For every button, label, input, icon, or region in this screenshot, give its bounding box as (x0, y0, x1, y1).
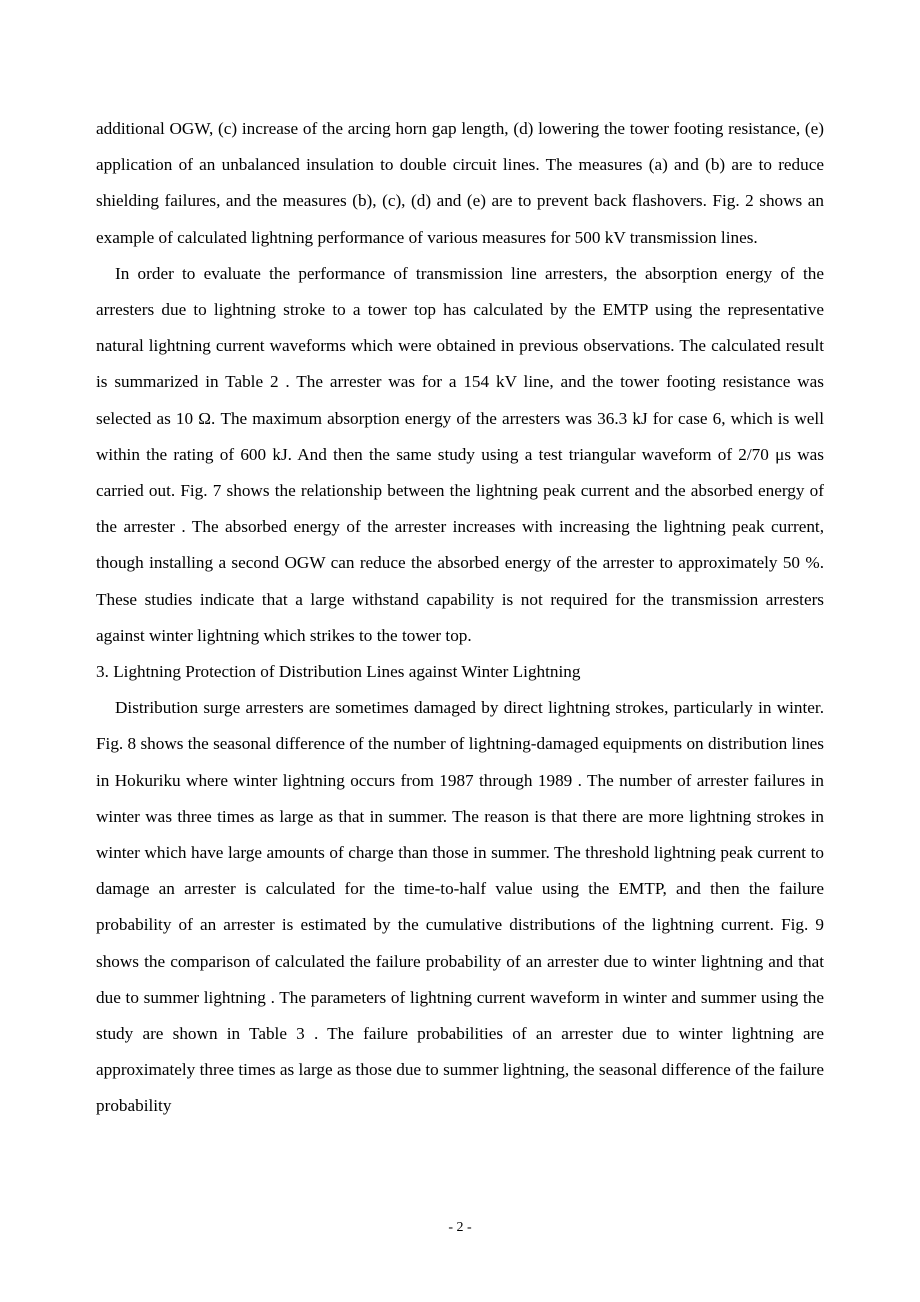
body-text (96, 111, 824, 1125)
paragraph-continuation: additional OGW, (c) increase of the arcing horn gap length, (d) lowering the tower footing resistance, (e) application of an unbalanced insulation to double circuit lines. The measures (a) and (b) are to reduce shielding failures, and the measures (b), (c), (d) and (e) are to prevent back flashovers. Fig. 2 shows an example of calculated lightning performance of various measures for 500 kV transmission lines. (96, 119, 824, 247)
page-number: - 2 - (448, 1220, 472, 1235)
paragraph-distribution-arresters: Distribution surge arresters are sometimes damaged by direct lightning strokes, particularly in winter. Fig. 8 shows the seasonal difference of the number of lightning-damaged equipments on distribution lines in Hokuriku where winter lightning occurs from 1987 through 1989 . The number of arrester failures in winter was three times as large as that in summer. The reason is that there are more lightning strokes in winter which have large amounts of charge than those in summer. The threshold lightning peak current to damage an arrester is calculated for the time-to-half value using the EMTP, and then the failure probability of an arrester is estimated by the cumulative distributions of the lightning current. Fig. 9 shows the comparison of calculated the failure probability of an arrester due to winter lightning and that due to summer lightning . The parameters of lightning current waveform in winter and summer using the study are shown in Table 3 . The failure probabilities of an arrester due to winter lightning are approximately three times as large as those due to summer lightning, the seasonal difference of the failure probability (96, 698, 824, 1116)
paragraph-arrester-energy: In order to evaluate the performance of transmission line arresters, the absorption energy of the arresters due to lightning stroke to a tower top has calculated by the EMTP using the representative natural lightning current waveforms which were obtained in previous observations. The calculated result is summarized in Table 2 . The arrester was for a 154 kV line, and the tower footing resistance was selected as 10 Ω. The maximum absorption energy of the arresters was 36.3 kJ for case 6, which is well within the rating of 600 kJ. And then the same study using a test triangular waveform of 2/70 μs was carried out. Fig. 7 shows the relationship between the lightning peak current and the absorbed energy of the arrester . The absorbed energy of the arrester increases with increasing the lightning peak current, though installing a second OGW can reduce the absorbed energy of the arrester to approximately 50 %. These studies indicate that a large withstand capability is not required for the transmission arresters against winter lightning which strikes to the tower top. (96, 263, 824, 645)
section-heading: 3. Lightning Protection of Distribution Lines against Winter Lightning (96, 662, 581, 682)
